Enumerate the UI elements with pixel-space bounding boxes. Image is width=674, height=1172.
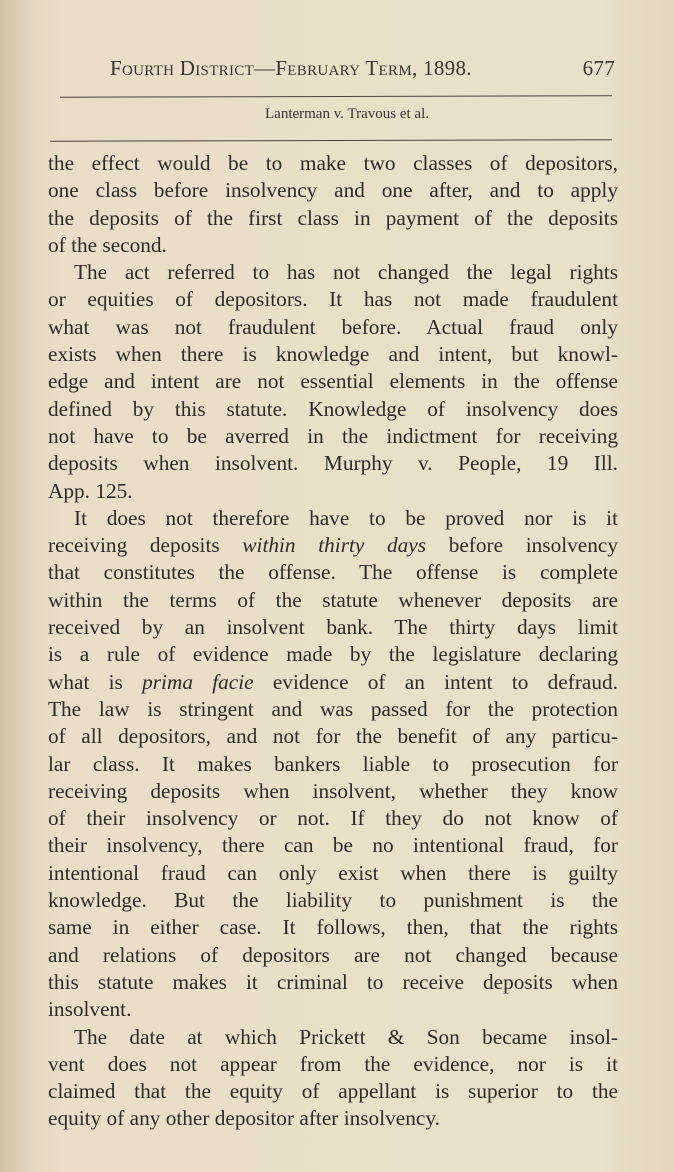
text-line: of their insolvency or not. If they do not know of [48,806,618,831]
text-line: is a rule of evidence made by the legislature declaring [48,642,618,667]
text-line: of all depositors, and not for the benefit of any particu- [48,724,618,749]
text-run: evidence of an intent to defraud. [253,669,618,694]
text-line: edge and intent are not essential elements in the offense [48,369,618,394]
body-text [48,150,618,1133]
text-line: vent does not appear from the evidence, nor is it [48,1051,618,1076]
paragraph-1 [48,150,618,259]
text-line: exists when there is knowledge and intent, but knowl- [48,342,618,367]
text-line: same in either case. It follows, then, that the rights [48,915,618,940]
text-line: not have to be averred in the indictment for receiving [48,423,618,448]
text-line: the effect would be to make two classes of depositors, [48,151,618,175]
text-line: intentional fraud can only exist when there is guilty [48,860,618,885]
header-rule-bottom [50,139,612,141]
text-line: lar class. It makes bankers liable to prosecution for [48,751,618,776]
text-line: The law is stringent and was passed for the protection [48,696,618,721]
text-line: App. 125. [48,478,133,503]
text-line: The date at which Prickett & Son became insol- [74,1024,618,1049]
italic-phrase: prima facie [142,669,254,694]
text-line: this statute makes it criminal to receive deposits when [48,969,618,994]
text-line: their insolvency, there can be no intentional fraud, for [48,833,618,858]
text-line: insolvent. [48,997,132,1022]
text-line: one class before insolvency and one after, and to apply [48,178,618,203]
text-line: of the second. [48,232,167,257]
text-line: defined by this statute. Knowledge of insolvency does [48,396,618,421]
paragraph-2 [48,259,618,505]
text-line: knowledge. But the liability to punishment is the [48,888,618,913]
text-line: It does not therefore have to be proved nor is it [74,505,618,530]
running-head [110,56,615,81]
text-run: before insolvency [426,533,618,558]
italic-phrase: within thirty days [242,533,427,558]
running-head-title: Fourth District—February Term, 1898. [110,56,472,80]
text-line [48,669,618,696]
text-run: receiving deposits [48,533,243,558]
text-line: that constitutes the offense. The offense is complete [48,560,618,585]
text-line [48,532,618,559]
text-line: within the terms of the statute whenever deposits are [48,587,618,612]
page-number: 677 [582,56,615,80]
text-run: what is [48,669,143,694]
text-line: what was not fraudulent before. Actual fraud only [48,314,618,339]
text-line: the deposits of the first class in payment of the deposits [48,205,618,230]
text-line: or equities of depositors. It has not made fraudulent [48,287,618,312]
text-line: received by an insolvent bank. The thirty days limit [48,615,618,640]
text-line: claimed that the equity of appellant is superior to the [48,1079,618,1104]
text-line: and relations of depositors are not changed because [48,942,618,967]
text-line: deposits when insolvent. Murphy v. People, 19 Ill. [48,451,618,476]
text-line: receiving deposits when insolvent, whether they know [48,778,618,803]
header-rule-top [60,95,612,97]
text-line: The act referred to has not changed the legal rights [74,260,618,285]
case-name: Lanterman v. Travous et al. [265,106,429,122]
paragraph-4 [48,1024,618,1133]
text-line: equity of any other depositor after insolvency. [48,1106,440,1131]
paragraph-3 [48,505,618,1024]
